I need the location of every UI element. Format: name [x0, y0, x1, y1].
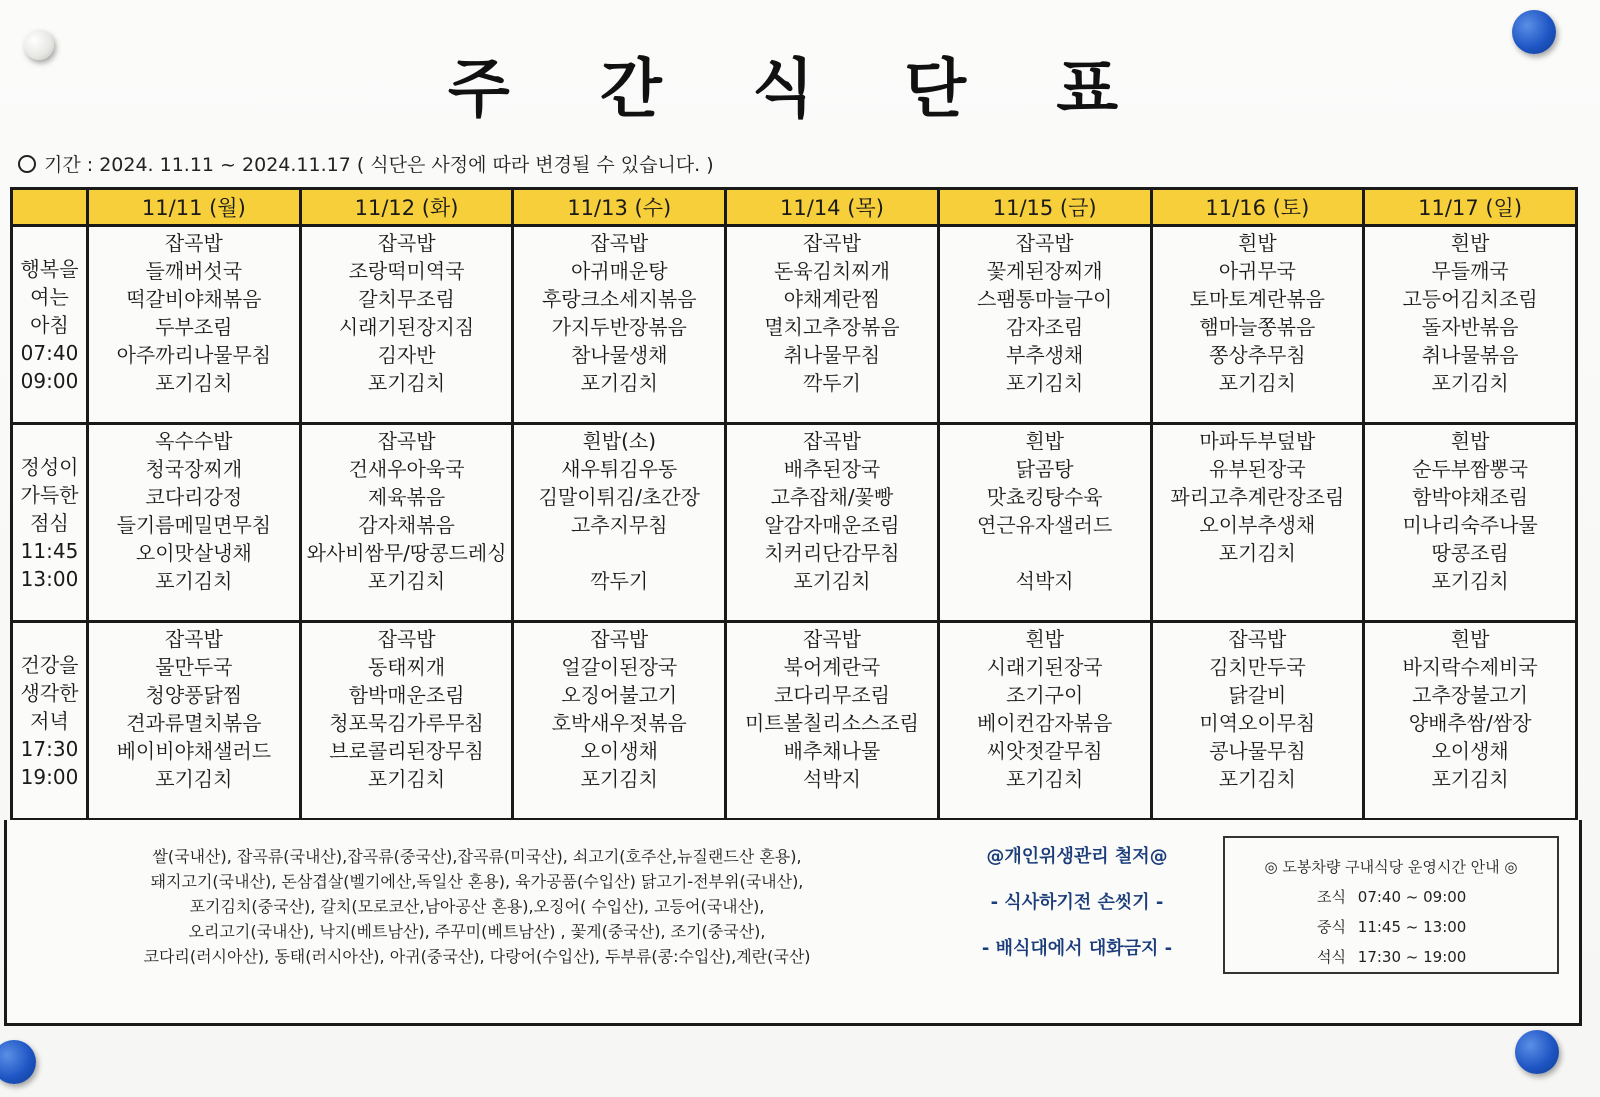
menu-item: 포기김치	[1218, 541, 1296, 565]
menu-item	[1153, 567, 1363, 595]
menu-item: 꽃게된장찌개	[986, 259, 1103, 283]
menu-item: 오징어불고기	[561, 683, 678, 707]
menu-cell	[300, 622, 513, 820]
menu-item: 깍두기	[802, 371, 861, 395]
menu-item: 건새우아욱국	[348, 457, 465, 481]
meal-label-line: 13:00	[20, 566, 79, 591]
menu-item: 취나물볶음	[1421, 343, 1519, 367]
menu-item: 쫑상추무침	[1209, 343, 1306, 367]
hygiene-line: - 식사하기전 손씻기 -	[990, 892, 1164, 913]
menu-item: 청포묵김가루무침	[329, 711, 484, 735]
menu-cell	[1151, 424, 1364, 622]
menu-item: 떡갈비야채볶음	[126, 287, 262, 311]
meal-label-cell	[12, 622, 88, 820]
menu-cell	[726, 226, 939, 424]
menu-item: 잡곡밥	[164, 627, 223, 651]
menu-item: 감자조림	[1006, 315, 1084, 339]
meal-label-line: 17:30	[20, 736, 79, 761]
hours-row	[1317, 946, 1557, 967]
menu-item: 김자반	[377, 343, 436, 367]
menu-cell	[300, 226, 513, 424]
menu-item: 두부조림	[155, 315, 233, 339]
menu-cell	[1151, 622, 1364, 820]
menu-item: 양배추쌈/쌈장	[1408, 711, 1532, 735]
meal-label-line: 아침	[30, 312, 69, 337]
origin-line: 오리고기(국내산), 낙지(베트남산), 주꾸미(베트남산) , 꽃게(중국산), 조기(중국산),	[188, 922, 766, 941]
menu-cell	[938, 424, 1151, 622]
menu-item: 아귀무국	[1218, 259, 1296, 283]
menu-item: 멸치고추장볶음	[764, 315, 900, 339]
menu-cell	[88, 226, 301, 424]
menu-item: 무들깨국	[1431, 259, 1509, 283]
meal-label-line: 저녁	[30, 708, 69, 733]
menu-item: 돌자반볶음	[1421, 315, 1519, 339]
menu-item: 흰밥	[1238, 231, 1277, 255]
menu-item: 잡곡밥	[802, 429, 861, 453]
menu-item: 포기김치	[155, 569, 233, 593]
menu-item: 포기김치	[367, 371, 446, 395]
meal-label-line: 07:40	[20, 340, 79, 365]
menu-item: 들기름메밀면무침	[116, 513, 272, 537]
menu-item: 포기김치	[1006, 371, 1084, 395]
menu-cell	[938, 226, 1151, 424]
menu-item: 미역오이무침	[1199, 711, 1316, 735]
menu-item: 포기김치	[367, 569, 446, 593]
menu-item: 깍두기	[590, 569, 649, 593]
menu-item: 스팸통마늘구이	[977, 287, 1113, 311]
day-header: 11/12 (화)	[300, 189, 513, 226]
menu-item: 흰밥(소)	[582, 429, 657, 453]
corner-cell	[12, 189, 88, 226]
menu-item: 후랑크소세지볶음	[541, 287, 697, 311]
menu-item: 베이비야채샐러드	[116, 739, 272, 763]
menu-item: 함박야채조림	[1412, 485, 1529, 509]
menu-item: 잡곡밥	[377, 627, 436, 651]
menu-item	[514, 539, 724, 567]
menu-item: 포기김치	[1431, 371, 1509, 395]
menu-item: 순두부짬뽕국	[1412, 457, 1529, 481]
menu-item: 함박매운조림	[348, 683, 465, 707]
menu-item: 아주까리나물무침	[116, 343, 272, 367]
hours-time: 07:40 ~ 09:00	[1357, 888, 1467, 906]
menu-item: 흰밥	[1025, 627, 1064, 651]
menu-item: 잡곡밥	[590, 231, 649, 255]
menu-item: 알감자매운조림	[764, 513, 900, 537]
origin-notice	[117, 844, 837, 969]
menu-cell	[513, 226, 726, 424]
menu-item: 견과류멸치볶음	[126, 711, 262, 735]
menu-item: 햄마늘쫑볶음	[1199, 315, 1316, 339]
menu-item: 야채계란찜	[783, 287, 881, 311]
menu-item: 흰밥	[1025, 429, 1064, 453]
menu-item: 물만두국	[155, 655, 233, 679]
menu-item: 가지두반장볶음	[551, 315, 687, 339]
hours-label: 중식	[1317, 918, 1346, 936]
menu-item: 맛쵸킹탕수육	[986, 485, 1103, 509]
menu-item: 포기김치	[155, 767, 233, 791]
menu-item: 오이부추생채	[1199, 513, 1316, 537]
menu-item: 배추된장국	[783, 457, 881, 481]
menu-cell	[726, 622, 939, 820]
meal-row	[12, 226, 1577, 424]
period-text: 기간 : 2024. 11.11 ~ 2024.11.17 ( 식단은 사정에 따라 변경될 수 있습니다. )	[44, 154, 714, 176]
hygiene-line: - 배식대에서 대화금지 -	[981, 938, 1173, 959]
menu-item: 제육볶음	[367, 485, 446, 509]
menu-item: 돈육김치찌개	[774, 259, 890, 283]
day-header: 11/11 (월)	[88, 189, 301, 226]
menu-item: 연근유자샐러드	[977, 513, 1113, 537]
menu-item: 꽈리고추계란장조림	[1170, 485, 1345, 509]
page-title: 주 간 식 단 표	[447, 53, 1153, 127]
menu-item: 포기김치	[155, 371, 233, 395]
menu-cell	[1364, 424, 1577, 622]
origin-line: 포기김치(중국산), 갈치(모로코산,남아공산 혼용),오징어( 수입산), 고등어(국내산),	[189, 897, 765, 916]
blue-pin-icon	[0, 1040, 36, 1084]
menu-item: 포기김치	[1006, 767, 1084, 791]
menu-item: 들깨버섯국	[145, 259, 243, 283]
menu-item: 아귀매운탕	[570, 259, 668, 283]
menu-item: 포기김치	[1431, 767, 1509, 791]
menu-item: 고등어김치조림	[1402, 287, 1538, 311]
menu-item: 조랑떡미역국	[348, 259, 465, 283]
menu-item: 잡곡밥	[377, 231, 436, 255]
menu-item: 잡곡밥	[377, 429, 436, 453]
hours-label: 조식	[1317, 888, 1346, 906]
menu-item: 포기김치	[1431, 569, 1509, 593]
menu-item: 청양풍닭찜	[145, 683, 243, 707]
meal-label-line: 건강을	[20, 652, 79, 677]
menu-item: 콩나물무침	[1209, 739, 1306, 763]
operating-hours-box	[1223, 836, 1559, 974]
meal-label-line: 생각한	[20, 680, 79, 705]
menu-item: 브로콜리된장무침	[329, 739, 484, 763]
menu-item: 오이생채	[580, 739, 658, 763]
meal-label-line: 행복을	[20, 256, 79, 281]
menu-cell	[88, 424, 301, 622]
hours-title: ◎ 도봉차량 구내식당 운영시간 안내 ◎	[1264, 858, 1518, 876]
menu-item: 청국장찌개	[145, 457, 243, 481]
menu-item: 마파두부덮밥	[1199, 429, 1316, 453]
menu-item: 배추채나물	[783, 739, 881, 763]
menu-item: 포기김치	[793, 569, 871, 593]
menu-item: 고추장불고기	[1412, 683, 1529, 707]
menu-item: 포기김치	[1218, 371, 1296, 395]
menu-item: 잡곡밥	[1015, 231, 1074, 255]
meal-label-line: 가득한	[20, 482, 79, 507]
menu-cell	[300, 424, 513, 622]
menu-item: 씨앗젓갈무침	[986, 739, 1103, 763]
meal-row	[12, 424, 1577, 622]
menu-item: 땅콩조림	[1431, 541, 1509, 565]
hours-row	[1317, 886, 1557, 907]
menu-item: 잡곡밥	[1228, 627, 1287, 651]
hours-time: 11:45 ~ 13:00	[1357, 918, 1467, 936]
menu-item: 김치만두국	[1209, 655, 1306, 679]
menu-cell	[513, 622, 726, 820]
day-header: 11/13 (수)	[513, 189, 726, 226]
menu-item: 석박지	[802, 767, 861, 791]
hours-label: 석식	[1317, 948, 1346, 966]
menu-item: 동태찌개	[367, 655, 446, 679]
menu-item: 새우튀김우동	[561, 457, 678, 481]
menu-item: 포기김치	[1218, 767, 1296, 791]
menu-item: 닭곰탕	[1015, 457, 1074, 481]
menu-item: 시래기된장국	[986, 655, 1103, 679]
menu-item: 포기김치	[580, 371, 658, 395]
meal-label-line: 09:00	[20, 368, 79, 393]
menu-cell	[1364, 226, 1577, 424]
menu-item: 바지락수제비국	[1402, 655, 1538, 679]
hygiene-line: @개인위생관리 철저@	[986, 846, 1168, 867]
day-header: 11/16 (토)	[1151, 189, 1364, 226]
day-header: 11/17 (일)	[1364, 189, 1577, 226]
menu-item: 잡곡밥	[802, 231, 861, 255]
menu-item: 감자채볶음	[358, 513, 455, 537]
meal-label-line: 정성이	[20, 454, 79, 479]
menu-item: 오이생채	[1431, 739, 1509, 763]
meal-label-cell	[12, 424, 88, 622]
menu-item: 포기김치	[580, 767, 658, 791]
menu-item: 김말이튀김/초간장	[538, 485, 700, 509]
menu-cell	[513, 424, 726, 622]
origin-line: 코다리(러시아산), 동태(러시아산), 아귀(중국산), 다랑어(수입산), 두부류(콩:수입산),계란(국산)	[143, 947, 811, 966]
menu-cell	[1364, 622, 1577, 820]
menu-item: 오이맛살냉채	[135, 541, 252, 565]
hours-time: 17:30 ~ 19:00	[1357, 948, 1467, 966]
menu-item: 포기김치	[367, 767, 446, 791]
menu-item: 잡곡밥	[802, 627, 861, 651]
menu-item: 잡곡밥	[164, 231, 223, 255]
menu-item: 시래기된장지짐	[338, 315, 475, 339]
meal-label-line: 19:00	[20, 764, 79, 789]
menu-item: 고추잡채/꽃빵	[770, 485, 894, 509]
menu-item	[940, 539, 1150, 567]
menu-item: 흰밥	[1450, 627, 1490, 651]
day-header: 11/15 (금)	[938, 189, 1151, 226]
meal-row	[12, 622, 1577, 820]
meal-label-cell	[12, 226, 88, 424]
menu-item: 코다리무조림	[774, 683, 890, 707]
footer-panel	[4, 820, 1582, 1026]
menu-item: 와사비쌈무/땅콩드레싱	[306, 541, 507, 565]
menu-cell	[726, 424, 939, 622]
menu-item: 부추생채	[1006, 343, 1084, 367]
menu-item: 옥수수밥	[155, 429, 233, 453]
meal-label-line: 11:45	[20, 538, 79, 563]
day-header-row	[12, 189, 1577, 226]
menu-item: 조기구이	[1006, 683, 1084, 707]
origin-line: 쌀(국내산), 잡곡류(국내산),잡곡류(중국산),잡곡류(미국산), 쇠고기(호주산,뉴질랜드산 혼용),	[152, 847, 802, 866]
hygiene-notice	[957, 842, 1197, 980]
menu-cell	[88, 622, 301, 820]
menu-item: 토마토계란볶음	[1189, 287, 1325, 311]
menu-item: 취나물무침	[783, 343, 881, 367]
hours-row	[1317, 916, 1557, 937]
menu-item: 석박지	[1015, 569, 1074, 593]
menu-item: 미트볼칠리소스조림	[745, 711, 919, 735]
menu-item: 코다리강정	[145, 485, 243, 509]
day-header: 11/14 (목)	[726, 189, 939, 226]
weekly-menu-table	[10, 187, 1578, 821]
menu-item: 치커리단감무침	[764, 541, 900, 565]
menu-item: 미나리숙주나물	[1402, 513, 1538, 537]
origin-line: 돼지고기(국내산), 돈삼겹살(벨기에산,독일산 혼용), 육가공품(수입산) 닭고기-전부위(국내산),	[150, 872, 804, 891]
menu-cell	[1151, 226, 1364, 424]
blue-pin-icon	[1515, 1030, 1559, 1074]
menu-item: 갈치무조림	[358, 287, 455, 311]
menu-item: 잡곡밥	[590, 627, 649, 651]
menu-item: 흰밥	[1450, 231, 1490, 255]
menu-item: 얼갈이된장국	[561, 655, 678, 679]
meal-label-line: 여는	[30, 284, 69, 309]
menu-item: 참나물생채	[570, 343, 668, 367]
menu-item: 닭갈비	[1228, 683, 1287, 707]
menu-item: 베이컨감자볶음	[977, 711, 1113, 735]
menu-item: 북어계란국	[783, 655, 881, 679]
menu-item: 호박새우젓볶음	[551, 711, 687, 735]
period-note	[18, 150, 714, 177]
meal-label-line: 점심	[30, 510, 69, 535]
menu-item: 유부된장국	[1209, 457, 1306, 481]
menu-cell	[938, 622, 1151, 820]
menu-item: 고추지무침	[570, 513, 668, 537]
circle-bullet-icon	[18, 155, 36, 173]
menu-item: 흰밥	[1450, 429, 1490, 453]
